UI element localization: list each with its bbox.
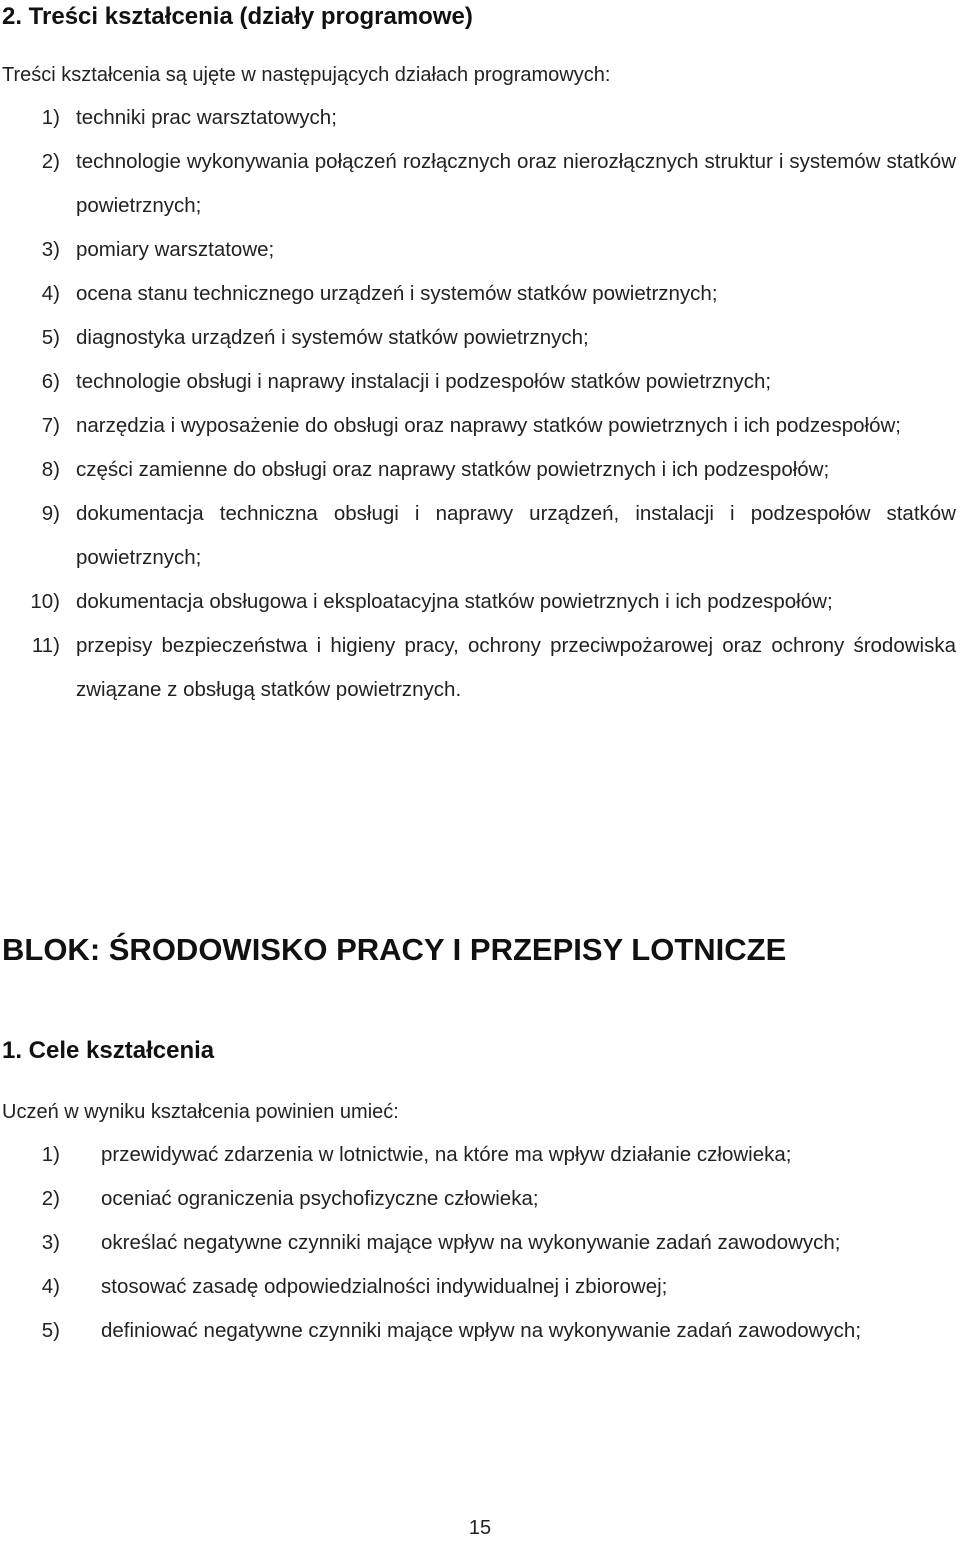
list-item (0, 1177, 956, 1221)
list-item-number: 1) (41, 106, 60, 129)
list-item-number: 3) (41, 238, 60, 261)
list-item-text: oceniać ograniczenia psychofizyczne człowieka; (101, 1187, 539, 1210)
list-item-text: narzędzia i wyposażenie do obsługi oraz naprawy statków powietrznych i ich podzespołów; (76, 414, 901, 437)
list-item (0, 1221, 956, 1265)
list-item-text: dokumentacja techniczna obsługi i naprawy urządzeń, instalacji i podzespołów statków powietrznych; (76, 502, 956, 569)
list-item (0, 1133, 956, 1177)
list-item-number: 4) (41, 1275, 60, 1298)
list-item (0, 492, 956, 580)
list-item (0, 140, 956, 228)
list-item-text: ocena stanu technicznego urządzeń i systemów statków powietrznych; (76, 282, 718, 305)
section-intro-contents: Treści kształcenia są ujęte w następujących działach programowych: (2, 64, 611, 86)
list-item-number: 4) (41, 282, 60, 305)
list-item (0, 316, 956, 360)
list-item (0, 272, 956, 316)
list-item-number: 9) (41, 502, 60, 525)
list-item-number: 5) (41, 1319, 60, 1342)
list-item-text: pomiary warsztatowe; (76, 238, 275, 261)
list-item-text: stosować zasadę odpowiedzialności indywidualnej i zbiorowej; (101, 1275, 668, 1298)
list-item-text: technologie obsługi i naprawy instalacji i podzespołów statków powietrznych; (76, 370, 772, 393)
list-item-text: części zamienne do obsługi oraz naprawy statków powietrznych i ich podzespołów; (76, 458, 830, 481)
list-item-number: 6) (41, 370, 60, 393)
list-item-number: 7) (41, 414, 60, 437)
list-item-number: 10) (30, 590, 60, 613)
list-item (0, 1309, 956, 1353)
section-heading-goals: 1. Cele kształcenia (2, 1037, 215, 1064)
list-item (0, 404, 956, 448)
list-item-number: 1) (41, 1143, 60, 1166)
block-heading: BLOK: ŚRODOWISKO PRACY I PRZEPISY LOTNICZE (2, 932, 787, 967)
list-item (0, 624, 956, 712)
list-item-number: 2) (41, 1187, 60, 1210)
list-item-text: przewidywać zdarzenia w lotnictwie, na które ma wpływ działanie człowieka; (101, 1143, 792, 1166)
list-item (0, 1265, 956, 1309)
list-item-text: przepisy bezpieczeństwa i higieny pracy, ochrony przeciwpożarowej oraz ochrony środowiska związane z obsługą statków powietrznych. (76, 634, 956, 701)
list-item-text: techniki prac warsztatowych; (76, 106, 337, 129)
contents-list (0, 96, 956, 712)
list-item (0, 580, 956, 624)
list-item-text: technologie wykonywania połączeń rozłącznych oraz nierozłącznych struktur i systemów statków powietrznych; (76, 150, 956, 217)
list-item-text: określać negatywne czynniki mające wpływ na wykonywanie zadań zawodowych; (101, 1231, 841, 1254)
list-item (0, 228, 956, 272)
list-item-number: 3) (41, 1231, 60, 1254)
goals-list (0, 1133, 956, 1353)
list-item-number: 2) (41, 150, 60, 173)
list-item-text: definiować negatywne czynniki mające wpływ na wykonywanie zadań zawodowych; (101, 1319, 862, 1342)
list-item-number: 11) (31, 634, 60, 657)
page-number: 15 (468, 1517, 492, 1539)
list-item-number: 8) (41, 458, 60, 481)
list-item (0, 448, 956, 492)
list-item-text: diagnostyka urządzeń i systemów statków powietrznych; (76, 326, 589, 349)
list-item (0, 96, 956, 140)
list-item (0, 360, 956, 404)
list-item-text: dokumentacja obsługowa i eksploatacyjna statków powietrznych i ich podzespołów; (76, 590, 833, 613)
list-item-number: 5) (41, 326, 60, 349)
section-intro-goals: Uczeń w wyniku kształcenia powinien umieć: (2, 1101, 399, 1123)
section-heading-contents: 2. Treści kształcenia (działy programowe) (2, 3, 473, 30)
